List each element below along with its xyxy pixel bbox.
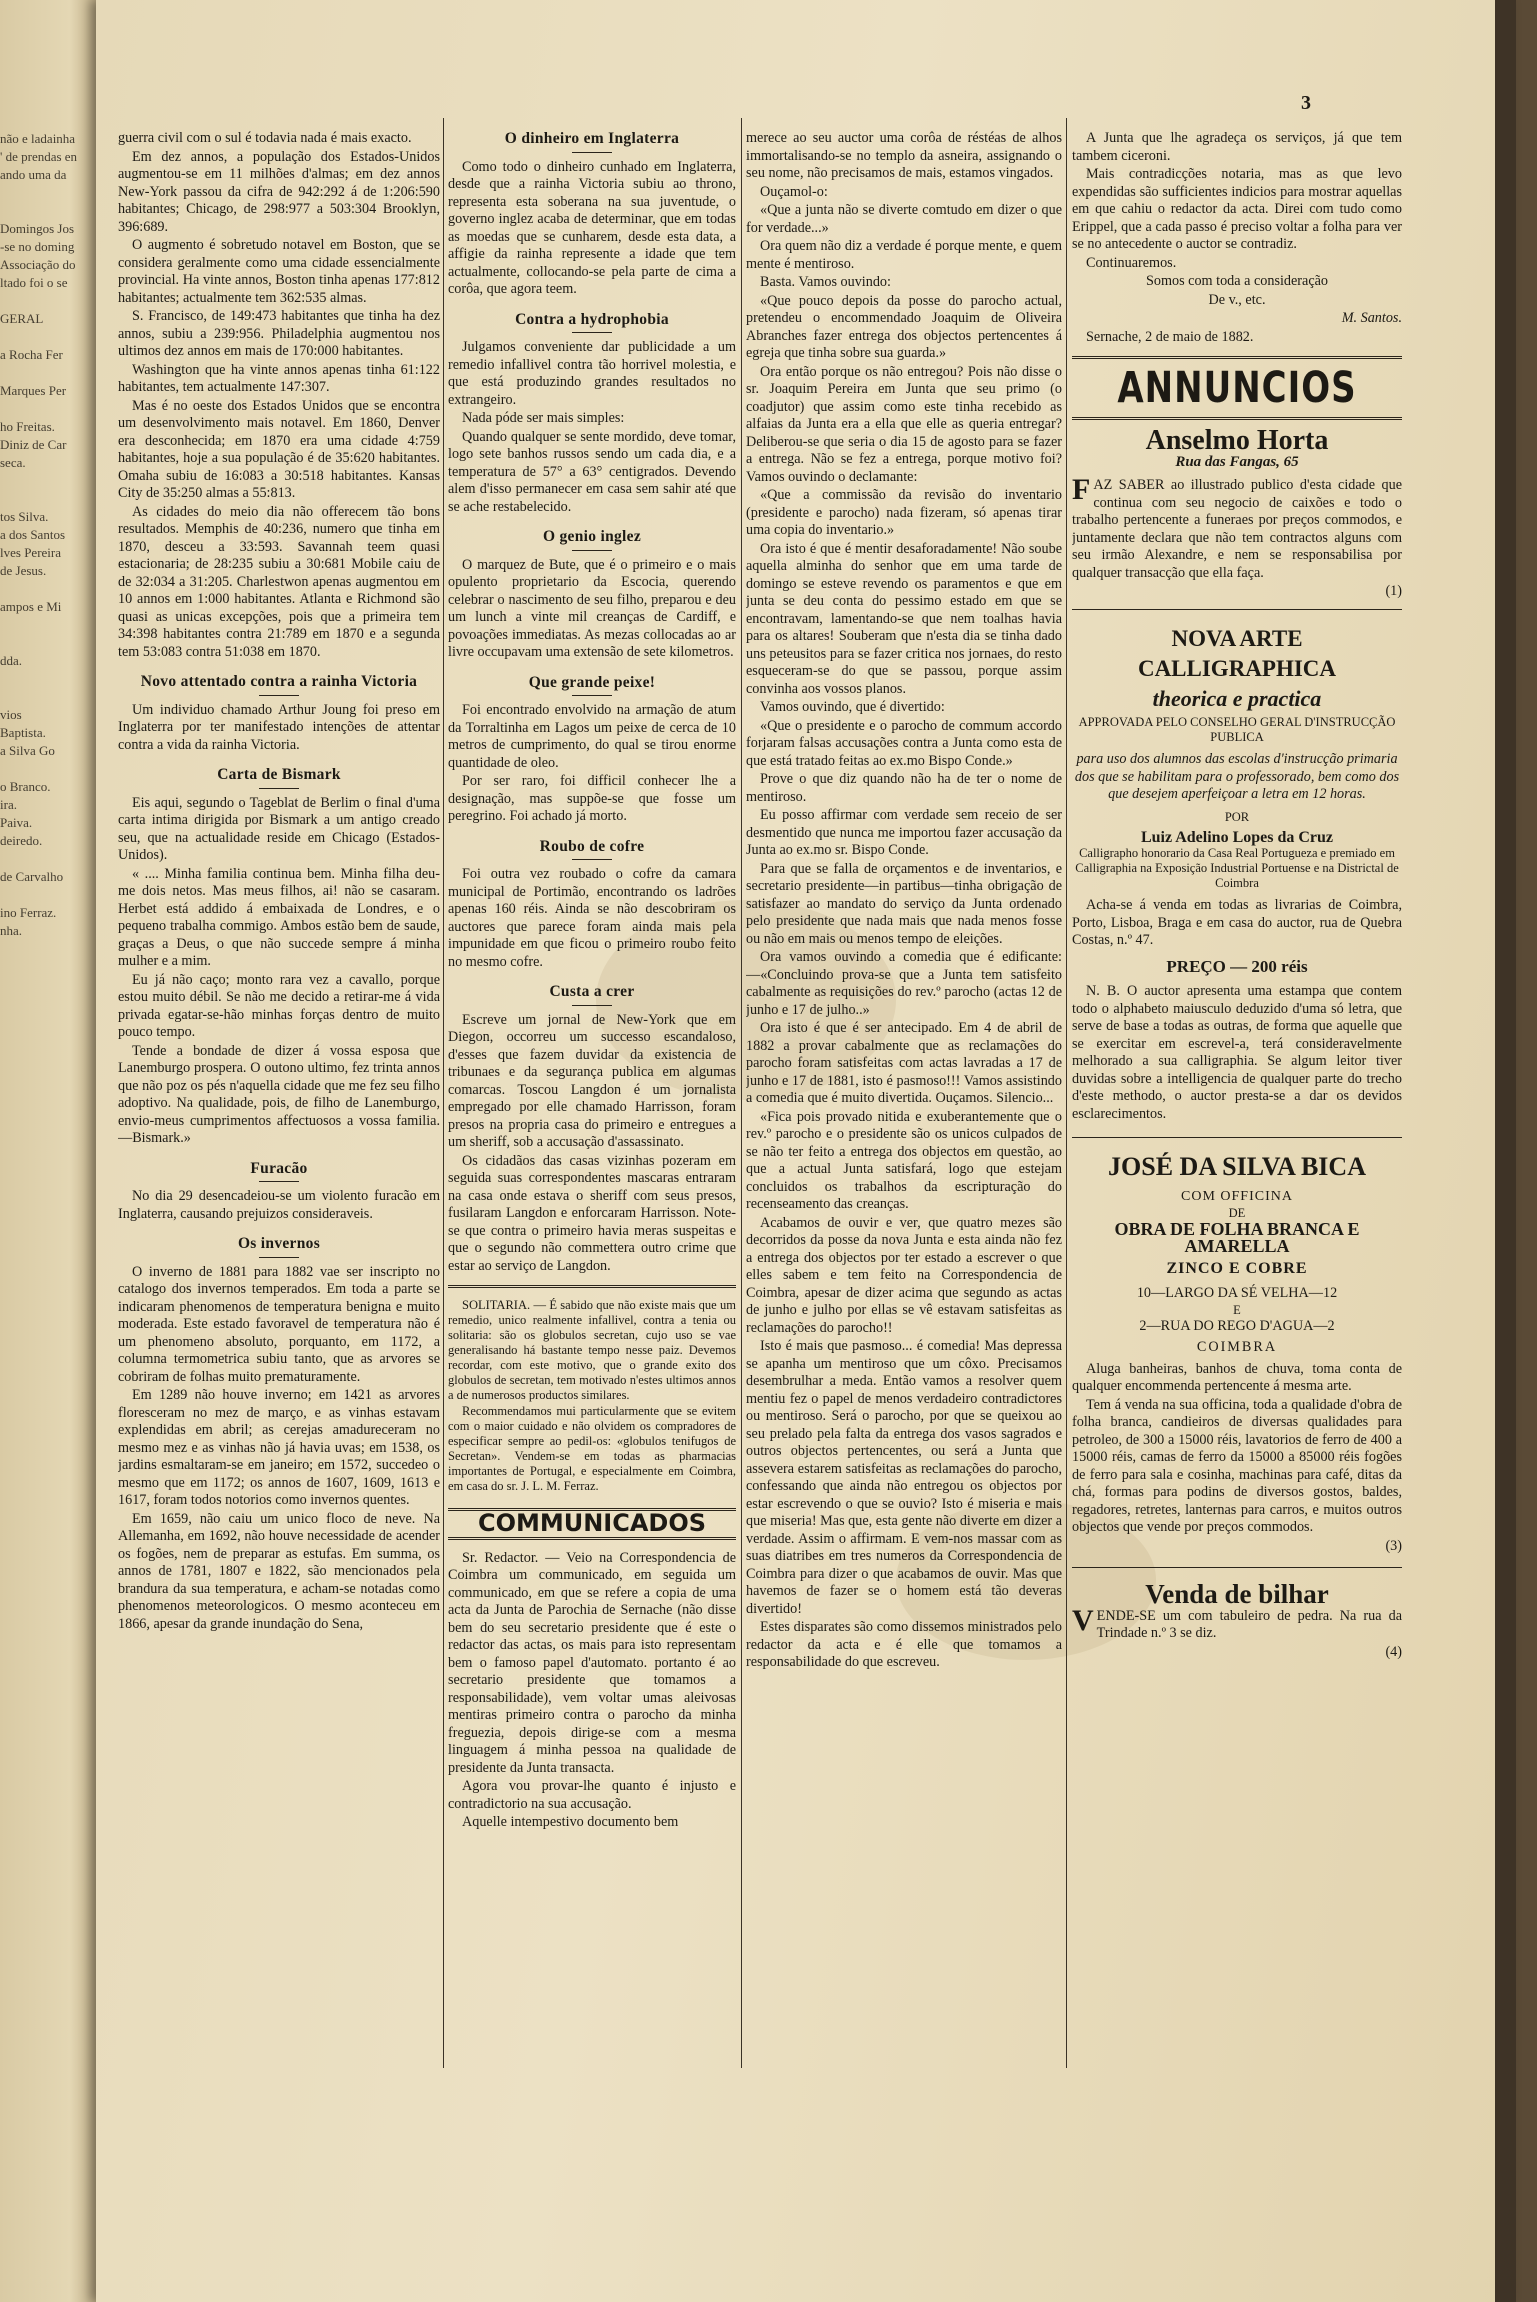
ad-title: Anselmo Horta	[1145, 425, 1329, 456]
article-heading: Os invernos	[118, 1235, 440, 1258]
ad-text: Acha-se á venda em todas as livrarias de Coimbra, Porto, Lisboa, Braga e em casa do auctor, rua de Quebra Costas, n.º 47.	[1072, 897, 1402, 948]
notice-paragraph: Recommendamos mui particularmente que se evitem com o maior cuidado e não olvidem os compradores de especificar sempre ao pedil-os: «globulos tenifugos de Secretan». Vendem-se em todas as pharmacias importantes de Portugal, e especialmente em Coimbra, em casa do sr. J. L. M. Ferraz.	[448, 1404, 736, 1493]
article-paragraph: Ora quem não diz a verdade é porque mente, e quem mente é mentiroso.	[746, 238, 1062, 272]
article-paragraph: Em dez annos, a população dos Estados-Unidos augmentou-se em 11 milhões d'almas; em dez annos New-York passou da cifra de 942:292 á de 1:206:590 habitantes; Chicago, de 298:977 a 503:304 Brooklyn, 396:689.	[118, 148, 440, 235]
page-number: 3	[1301, 92, 1311, 114]
ad-text: para uso dos alumnos das escolas d'instrucção primaria dos que se habilitam para o professorado, bem como dos que desejem aperfeiçoar a letra em 12 horas.	[1074, 751, 1400, 802]
article-paragraph: guerra civil com o sul é todavia nada é mais exacto.	[118, 130, 412, 146]
ad-author: Luiz Adelino Lopes da Cruz	[1140, 828, 1334, 846]
article-paragraph: Continuaremos.	[1086, 254, 1177, 271]
article-heading: O genio inglez	[448, 528, 736, 551]
article-paragraph: «Fica pois provado nitida e exuberantemente que o rev.º parocho e o presidente são os unicos culpados de se não ter feito a entrega dos objectos em questão, ao que a actual Junta satisfará, logo que estejam concluidos os trabalhos da escripturação do recenseamento das creanças.	[746, 1108, 1062, 1212]
newspaper-page	[96, 0, 1516, 2302]
article-paragraph: Foi encontrado envolvido na armação de atum da Torraltinha em Lagos um peixe de cerca de 10 metros de cumprimento, do qual se tirou enorme quantidade de oleo.	[448, 702, 736, 771]
ad-address: Rua das Fangas, 65	[1175, 453, 1299, 470]
ad-subtitle: OBRA DE FOLHA BRANCA E AMARELLA	[1114, 1218, 1360, 1256]
article-paragraph: Ora isto é que é mentir desaforadamente! Não soube aquella alminha do senhor que em uma tarde de domingo se esteve revendo os paramentos e que em junta se deu conta do pessimo estado em que se encontravam, lamentando-se que nem toalhas havia para os altares! Souberam que n'esta dia se tinha dado uns peteusitos para se fazer critica nos jornaes, do resto esqueceram-se do que se passou, porque assim convinha aos vossos planos.	[746, 540, 1062, 697]
notice-paragraph: SOLITARIA. — É sabido que não existe mais que um remedio, unico realmente infallivel, contra a tenia ou solitaria: são os globulos secretan, cujo uso se vae generalisando há bastante tempo nesse paiz. Devemos recordar, com este motivo, que o grande exito dos globulos de secretan, tem motivado n'estes ultimos annos a de numerosos productos similares.	[448, 1298, 736, 1402]
article-paragraph: S. Francisco, de 149:473 habitantes que tinha ha dez annos, subiu a 239:956. Philadelphia augmentou nos ultimos dez annos em mais de 170:000 habitantes.	[118, 308, 440, 359]
article-paragraph: Prove o que diz quando não ha de ter o nome de mentiroso.	[746, 771, 1062, 805]
divider	[1072, 356, 1402, 359]
closing-line: Somos com toda a consideração	[1145, 273, 1329, 289]
article-paragraph: Julgamos conveniente dar publicidade a um remedio infallivel contra tão horrivel molestia, e que está produzindo grandes resultados no extrangeiro.	[448, 339, 736, 408]
ad-number: (1)	[1385, 583, 1402, 599]
article-paragraph: Um individuo chamado Arthur Joung foi preso em Inglaterra por ter manifestado intenções de attentar contra a vida da rainha Victoria.	[118, 701, 440, 753]
article-paragraph: Ora vamos ouvindo a comedia que é edificante:—«Concluindo prova-se que a Junta tem satisfeito cabalmente as requisições do rev.º parocho (actas 12 de junho e 17 de julho..»	[746, 949, 1062, 1018]
ad-number: (4)	[1385, 1643, 1402, 1660]
article-paragraph: Eu já não caço; monto rara vez a cavallo, porque estou muito débil. Se não me decido a retirar-me á vida privada egatar-se-hão minhas forças dentro de muito pouco tempo.	[118, 971, 440, 1040]
article-paragraph: Ora então porque os não entregou? Pois não disse o sr. Joaquim Pereira em Junta que seu primo (o coadjutor) que assim como este tinha recebido as alfaias da Junta era a ella que elle as queria entregar? Deliberou-se que seria o dia 15 de agosto para se fazer a entrega. Não se fez a entrega, porque motivo foi? Vamos ouvindo o declamante:	[746, 363, 1062, 485]
article-paragraph: «Que a commissão da revisão do inventario (presidente e parocho) nada fizeram, só apenas tirar uma copia do inventario.»	[746, 487, 1062, 538]
article-paragraph: « .... Minha familia continua bem. Minha filha deu-me dois netos. Mas meus filhos, ai! não se casaram. Herbet está addido á embaixada de Londres, e o pequeno trabalha commigo. Ambos estão bem de saude, graças a Deus, o que não succede sempre á minha mulher e a mim.	[118, 865, 440, 969]
article-paragraph: Mais contradicções notaria, mas as que levo expendidas são sufficientes indicios para mostrar aquellas em que cahiu o redactor da acta. Direi com tudo como Erippel, que a cada passo é preciso voltar a folha para ver se no antecedente o auctor se contradiz.	[1072, 166, 1402, 252]
article-paragraph: Isto é mais que pasmoso... é comedia! Mas depressa se apanha um mentiroso que um côxo. Precisamos desembrulhar a meda. Então vamos a resolver quem mentiu fez o papel de menos verdadeiro contradictores ou mentiroso. Será o parocho, por que se queixou ao seu prelado pela falta da entrega dos vasos sagrados e outros objectos pertencentes, ou será a Junta que assevera estarem satisfeitas as reclamações do parocho, confessando que ainda não entregou os objectos por estar escrevendo o que se ouvio? Isto é miseria e mais que miseria! Mas que, esta gente não diverte em dizer a verdade. Assim o affirmam. E vem-nos massar com as suas diatribes em tres numeros da Correspondencia de Coimbra para dizer o que acabamos de ouvir. Mas que havemos de fazer se o homem está tão deveras divertido!	[746, 1338, 1062, 1617]
article-paragraph: O augmento é sobretudo notavel em Boston, que se considera geralmente como uma cidade essencialmente provincial. Ha vinte annos, Boston tinha apenas 177:812 habitantes; actualmente tem 362:535 almas.	[118, 237, 440, 306]
column-rule	[1066, 118, 1067, 2068]
article-paragraph: Quando qualquer se sente mordido, deve tomar, logo sete banhos russos sendo um cada dia, e a temperatura de 57° a 63° centigrados. Devendo alem d'isso permanecer em casa sem sahir até que se ache restabelecido.	[448, 428, 736, 515]
article-paragraph: A Junta que lhe agradeça os serviços, já que tem tambem ciceroni.	[1072, 130, 1402, 164]
article-heading: O dinheiro em Inglaterra	[448, 130, 736, 153]
ad-city: COIMBRA	[1196, 1339, 1278, 1355]
ad-subtitle: theorica e practica	[1152, 685, 1322, 711]
article-paragraph: Eu posso affirmar com verdade sem receio de ser desmentido que nunca me importou fazer accusação da Junta ao ex.mo sr. Bispo Conde.	[746, 807, 1062, 858]
article-paragraph: No dia 29 desencadeiou-se um violento furacão em Inglaterra, causando prejuizos consideraveis.	[118, 1188, 440, 1222]
article-paragraph: Ora isto é que é ser antecipado. Em 4 de abril de 1882 a provar cabalmente que as reclamações do parocho foram satisfeitas com actas lavradas a 17 de junho e 17 de 1881, isto é pasmoso!!! Vamos assistindo a comedia que é muito divertida. Ouçamos. Silencio...	[746, 1020, 1062, 1106]
ad-price: PREÇO — 200 réis	[1166, 956, 1308, 976]
article-paragraph: Em 1659, não caiu um unico floco de neve. Na Allemanha, em 1692, não houve necessidade de acender os fogões, nem de preparar as estufas. Em summa, os annos de 1781, 1807 e 1822, são mencionados pela brandura da sua temperatura, e acham-se notadas como phenomenos meteorologicos. O mesmo aconteceu em 1866, apesar da grande inundação do Sena,	[118, 1510, 440, 1632]
dateline: Sernache, 2 de maio de 1882.	[1086, 328, 1254, 345]
ad-bilhar	[1072, 1567, 1402, 1661]
article-heading: Furacão	[118, 1160, 440, 1183]
article-paragraph: merece ao seu auctor uma corôa de réstéas de alhos immortalisando-se no templo da asneira, assignando o seu nome, não precisamos de mais, estamos vingados.	[746, 130, 1062, 181]
ad-bica	[1072, 1137, 1402, 1555]
article-heading: Novo attentado contra a rainha Victoria	[118, 673, 440, 696]
ad-by: POR	[1224, 809, 1250, 824]
article-heading: Que grande peixe!	[448, 674, 736, 697]
ad-approval: APPROVADA PELO CONSELHO GERAL D'INSTRUCÇÃO PUBLICA	[1078, 715, 1396, 744]
closing-line: De v., etc.	[1208, 291, 1266, 308]
article-paragraph: «Que o presidente e o parocho de commum accordo forjaram falsas accusações contra a Junta como esta de que está tratado feitas ao ex.mo Bispo Conde.»	[746, 717, 1062, 769]
column-rule	[741, 118, 742, 2068]
divider	[448, 1285, 736, 1288]
article-paragraph: Os cidadãos das casas vizinhas pozeram em seguida suas correspondentes mascaras entraram na casa onde estava o sheriff com seus presos, fusilaram Langdon e enforcaram Harrisson. Note-se que contra o primeiro havia meras suspeitas e que o segundo não commettera outro crime que estar ao serviço de Langdon.	[448, 1152, 736, 1274]
article-paragraph: Acabamos de ouvir e ver, que quatro mezes são decorridos da posse da nova Junta e esta ainda não fez a entrega dos objectos por ter estado a escrever o que elles sabem e tem feito na Correspondencia de Coimbra, apesar de dizer acima que segundo as actas de junho e julho por ellas se vê estavam satisfeitas as reclamações do parocho!!	[746, 1214, 1062, 1336]
ad-text: Tem á venda na sua officina, toda a qualidade d'obra de folha branca, candieiros de diversas qualidades para petroleo, de 300 a 15000 réis, lavatorios de ferro de 400 a 15000 réis, camas de ferro da 15000 a 85000 réis fogões de ferro para sala e cosinha, machinas para café, ditas da chá, formas para podins de diversos gostos, baldes, regadores, retretes, lanternas para carros, e muitos outros objectos que vende por preços commodos.	[1072, 1396, 1402, 1535]
article-paragraph: Foi outra vez roubado o cofre da camara municipal de Portimão, encontrando os ladrões apenas 160 réis. Ainda se não descobriram os auctores que parece foram ainda mais pela impunidade em que ficou o primeiro roubo feito no mesmo cofre.	[448, 866, 736, 970]
article-paragraph: Eis aqui, segundo o Tageblat de Berlim o final d'uma carta intima dirigida por Bismark a um antigo creado seu, que na actualidade reside em Chicago (Estados-Unidos).	[118, 794, 440, 863]
ad-title: JOSÉ DA SILVA BICA	[1108, 1152, 1366, 1181]
ad-text: Aluga banheiras, banhos de chuva, toma conta de qualquer encommenda pertencente á mesma arte.	[1072, 1360, 1402, 1394]
previous-page-fragment	[0, 0, 100, 2302]
previous-page-text: não e ladainha ' de prendas en ando uma da Domingos Jos -se no doming Associação do ltado foi o se GERAL a Rocha Fer Marques Per ho Freitas. Diniz de Car seca. tos Silva. a dos Santos lves Pereira de Jesus. ampos e Mi dda. vios Baptista. a Silva Go o Branco. ira. Paiva. deiredo. de Carvalho ino Ferraz. nha.	[0, 131, 78, 938]
article-paragraph: Por ser raro, foi difficil conhecer lhe a designação, mas suppõe-se que fosse um peregrino. Foi achado já morto.	[448, 773, 736, 824]
column-2	[448, 130, 736, 2065]
article-paragraph: Escreve um jornal de New-York que em Diegon, occorreu um successo escandaloso, d'esses que fazem duvidar da existencia de tribunaes e da segurança publica em algumas comarcas. Toscou Langdon é um jornalista empregado por elle chamado Harrisson, foram presos na propria casa do primeiro e entregues a um sheriff, sob a accusação d'assassinato.	[448, 1011, 736, 1150]
ad-connector: DE	[1228, 1205, 1246, 1220]
divider	[1072, 417, 1402, 420]
ad-address: 2—RUA DO REGO D'AGUA—2	[1139, 1317, 1335, 1334]
article-paragraph: As cidades do meio dia não offerecem tão bons resultados. Memphis de 40:236, numero que tinha em 1870, desceu a 33:593. Savannah teem quasi estacionaria; de 28:235 subiu a 30:681 Mobile caiu de de 32:034 a 31:205. Charlestwon apenas augmentou em 10 annos em 1:000 habitantes. Atlanta e Richmond são quasi as unicas excepções, pois que a primeira tem 34:398 habitantes contra 21:789 em 1870 e a segunda tem 53:083 contra 51:038 em 1870.	[118, 503, 440, 660]
ad-text: N. B. O auctor apresenta uma estampa que contem todo o alphabeto maiusculo deduzido d'uma só letra, que serve de base a todas as outras, de forma que aquelle que se exercitar em escrevel-a, terá consideravelmente melhorado a sua calligraphia. Se algum leitor tiver duvidas sobre a intelligencia de qualquer parte do trecho d'este methodo, o auctor presta-se a dar os devidos esclarecimentos.	[1072, 983, 1402, 1122]
column-rule	[443, 118, 444, 2068]
article-paragraph: Washington que ha vinte annos apenas tinha 61:122 habitantes, tem actualmente 147:307.	[118, 361, 440, 395]
article-paragraph: «Que pouco depois da posse do parocho actual, pretendeu o encommendado Joaquim de Oliveira Abranches fazer entrega dos objectos pertencentes á egreja que tinha sobre sua guarda.»	[746, 292, 1062, 361]
ad-credentials: Calligrapho honorario da Casa Real Portugueza e premiado em Calligraphia na Exposição Industrial Portuense e na Districtal de Coimbra	[1075, 846, 1399, 890]
article-paragraph: Vamos ouvindo, que é divertido:	[760, 699, 945, 715]
article-heading: Carta de Bismark	[118, 766, 440, 789]
column-3	[746, 130, 1062, 2065]
article-paragraph: Agora vou provar-lhe quanto é injusto e contradictorio na sua accusação.	[448, 1778, 736, 1812]
article-paragraph: Ouçamol-o:	[760, 183, 828, 200]
ad-title: NOVA ARTE CALLIGRAPHICA	[1137, 625, 1337, 681]
article-paragraph: Como todo o dinheiro cunhado em Inglaterra, desde que a rainha Victoria subiu ao throno, representa esta soberana na sua juventude, o governo inglez acaba de determinar, que em todas as moedas que se cunharem, desde esta data, a affigie da rainha represente a idade que tem actualmente, collocando-se pela parte de cima a corôa, que agora teem.	[448, 158, 736, 297]
article-heading: Contra a hydrophobia	[448, 311, 736, 334]
ad-text: VENDE-SE um com tabuleiro de pedra. Na rua da Trindade n.º 3 se diz.	[1072, 1603, 1402, 1641]
ad-connector: E	[1233, 1302, 1241, 1317]
article-paragraph: Basta. Vamos ouvindo:	[760, 274, 891, 290]
signature: M. Santos.	[1341, 310, 1402, 326]
ad-subtitle: COM OFFICINA	[1181, 1189, 1293, 1204]
article-paragraph: Aquelle intempestivo documento bem	[462, 1814, 679, 1830]
article-paragraph: Nada póde ser mais simples:	[462, 410, 625, 426]
ad-title: Venda de bilhar	[1145, 1579, 1329, 1609]
section-heading-communicados: COMMUNICADOS	[448, 1508, 736, 1540]
article-paragraph: Em 1289 não houve inverno; em 1421 as arvores floresceram no mez de março, e as vinhas estavam explendidas em abril; as cerejas amadureceram no mesmo mez e as vinhas não já havia uvas; em 1538, os jardins esmaltaram-se em janeiro; em 1572, succedeo o mesmo que em 1172; os annos de 1607, 1609, 1613 e 1617, foram todos notorios como invernos quentes.	[118, 1387, 440, 1508]
article-paragraph: «Que a junta não se diverte comtudo em dizer o que for verdade...»	[746, 202, 1062, 236]
article-paragraph: Mas é no oeste dos Estados Unidos que se encontra um desenvolvimento mais notavel. Em 1860, Denver era desconhecida; em 1870 era uma cidade 4:759 habitantes, hoje a sua população é de 35:620 habitantes. Omaha subiu de 16:083 a 30:518 habitantes. Kansas City de 35:250 almas a 55:813.	[118, 397, 440, 501]
column-1	[118, 130, 440, 2065]
ad-calligraphy	[1072, 609, 1402, 1124]
article-paragraph: Sr. Redactor. — Veio na Correspondencia de Coimbra um communicado, em seguida um communicado, em que se refere a copia de uma acta da Junta de Parochia de Sernache (não disse bem do seu secretario presidente que é este o redactor das actas, os mais para isto representam bem o famoso papel d'automato. portanto é ao secretario presidente que tomamos a responsabilidade), vem voltar umas aleivosas mentiras primeiro contra o parocho da minha freguezia, depois dirige-se com a mesma linguagem á minha pessoa na qualidade de presidente da Junta transacta.	[448, 1549, 736, 1776]
article-paragraph: O inverno de 1881 para 1882 vae ser inscripto no catalogo dos invernos temperados. Em toda a parte se indicaram phenomenos de temperatura benigna e muito moderada. Este estado favoravel de temperatura não é um phenomeno absoluto, porquanto, em 1172, a columna termometrica subiu tanto, que as arvores se cobriram de folhas muito prematuramente.	[118, 1263, 440, 1385]
article-paragraph: Estes disparates são como dissemos ministrados pelo redactor da acta e é elle que tomamos a responsabilidade do que escreveu.	[746, 1619, 1062, 1670]
ad-text: FAZ SABER ao illustrado publico d'esta cidade que continua com seu negocio de caixões e todo o trabalho pertencente a funeraes por preços commodos, e juntamente declara que não tem contractos alguns com seu irmão Alexandre, e nem se responsabilisa por qualquer transacção que ella faça.	[1072, 473, 1402, 581]
section-heading-annuncios: ANNUNCIOS	[1117, 363, 1357, 413]
ad-subtitle: ZINCO E COBRE	[1166, 1259, 1308, 1277]
column-4	[1072, 130, 1402, 2065]
article-heading: Custa a crer	[448, 983, 736, 1006]
article-paragraph: Tende a bondade de dizer á vossa esposa que Lanemburgo prospera. O outono ultimo, fez trinta annos que não poz os pés n'aquella cidade que me fez seu filho adoptivo. Na qualidade, pois, de filho de Lanemburgo, envio-meus cumprimentos affectuosos a vossa familia.—Bismark.»	[118, 1042, 440, 1146]
article-paragraph: O marquez de Bute, que é o primeiro e o mais opulento proprietario da Escocia, querendo celebrar o nascimento de seu filho, preparou e deu um lunch a vinte mil creanças de Cardiff, e povoações immediatas. As mezas collocadas ao ar livre occupavam uma extensão de sete kilometros.	[448, 556, 736, 660]
ad-number: (3)	[1385, 1537, 1402, 1554]
article-heading: Roubo de cofre	[448, 838, 736, 861]
article-paragraph: Para que se falla de orçamentos e de inventarios, e secretario presidente—in partibus—tinha obrigação de satisfazer ao mandato do serviço da Junta ordenado pelo presidente que nada mais que nada menos fosse ou não em mais ou menos tempo de eleições.	[746, 860, 1062, 947]
page-edge	[1495, 0, 1516, 2302]
ad-address: 10—LARGO DA SÉ VELHA—12	[1136, 1285, 1338, 1301]
